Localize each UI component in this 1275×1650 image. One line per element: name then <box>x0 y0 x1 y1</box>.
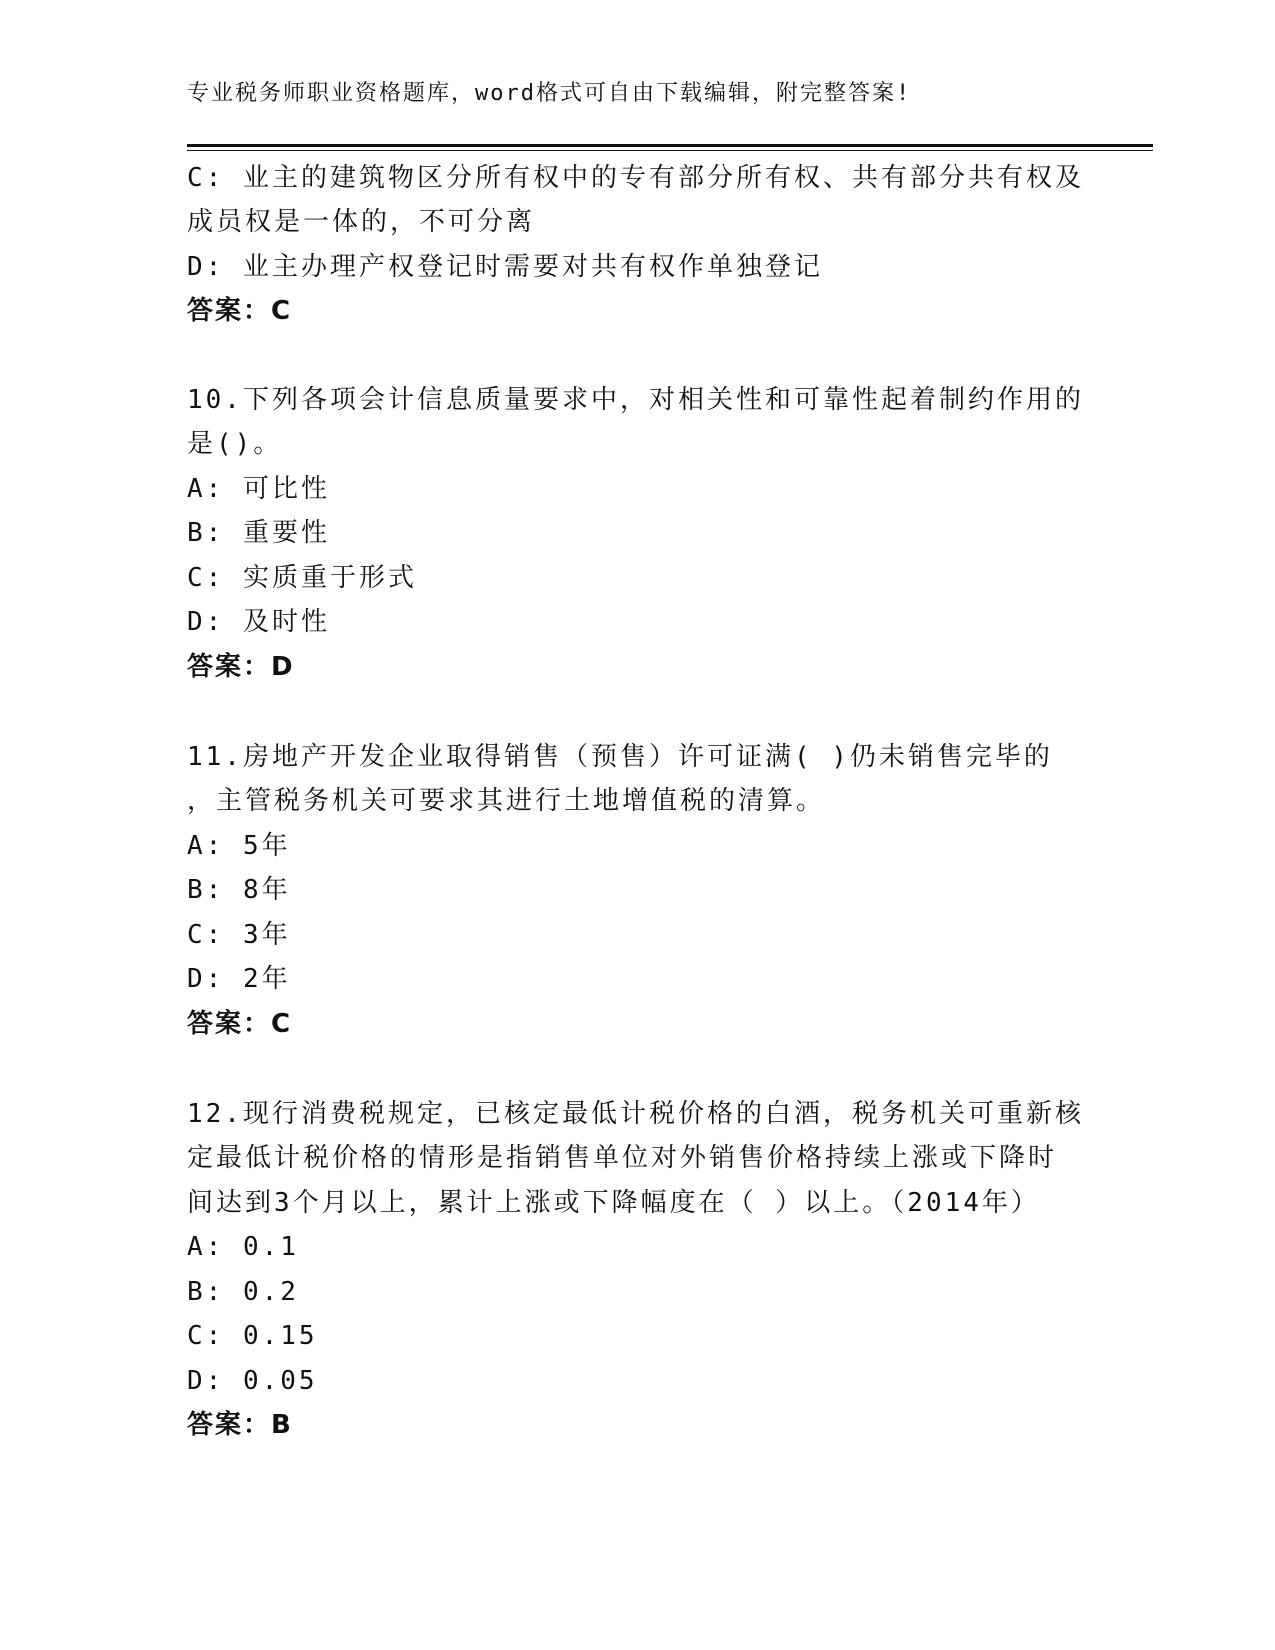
q12-stem-line3: 间达到3个月以上，累计上涨或下降幅度在（ ）以上。（2014年） <box>187 1188 1040 1218</box>
q11-option-d: D: 2年 <box>187 964 291 994</box>
q11-option-c: C: 3年 <box>187 920 291 950</box>
q12-option-d: D: 0.05 <box>187 1366 318 1396</box>
q11-answer: 答案：C <box>187 1009 293 1039</box>
header-rule-thin <box>187 150 1153 151</box>
q10-stem-line1: 10.下列各项会计信息质量要求中，对相关性和可靠性起着制约作用的 <box>187 385 1084 415</box>
q11-stem-line2: ，主管税务机关可要求其进行土地增值税的清算。 <box>187 786 826 816</box>
q10-option-c: C: 实质重于形式 <box>187 563 417 593</box>
q12-answer: 答案：B <box>187 1410 293 1440</box>
q12-stem-line2: 定最低计税价格的情形是指销售单位对外销售价格持续上涨或下降时 <box>187 1143 1058 1173</box>
prev-option-d: D: 业主办理产权登记时需要对共有权作单独登记 <box>187 252 823 282</box>
q10-stem-line2: 是()。 <box>187 429 283 459</box>
q12-option-c: C: 0.15 <box>187 1321 318 1351</box>
q11-option-a: A: 5年 <box>187 831 291 861</box>
document-header: 专业税务师职业资格题库，word格式可自由下载编辑，附完整答案! <box>187 81 912 106</box>
q12-option-a: A: 0.1 <box>187 1232 299 1262</box>
prev-answer: 答案：C <box>187 296 293 326</box>
q10-option-a: A: 可比性 <box>187 474 330 504</box>
q10-option-b: B: 重要性 <box>187 518 330 548</box>
q10-answer: 答案：D <box>187 652 295 682</box>
q10-option-d: D: 及时性 <box>187 607 330 637</box>
q11-option-b: B: 8年 <box>187 875 291 905</box>
q12-stem-line1: 12.现行消费税规定，已核定最低计税价格的白酒，税务机关可重新核 <box>187 1099 1084 1129</box>
q12-option-b: B: 0.2 <box>187 1277 299 1307</box>
prev-option-c-line2: 成员权是一体的，不可分离 <box>187 207 536 237</box>
prev-option-c-line1: C: 业主的建筑物区分所有权中的专有部分所有权、共有部分共有权及 <box>187 163 1084 193</box>
header-rule-thick <box>187 144 1153 147</box>
q11-stem-line1: 11.房地产开发企业取得销售（预售）许可证满( )仍未销售完毕的 <box>187 742 1053 772</box>
